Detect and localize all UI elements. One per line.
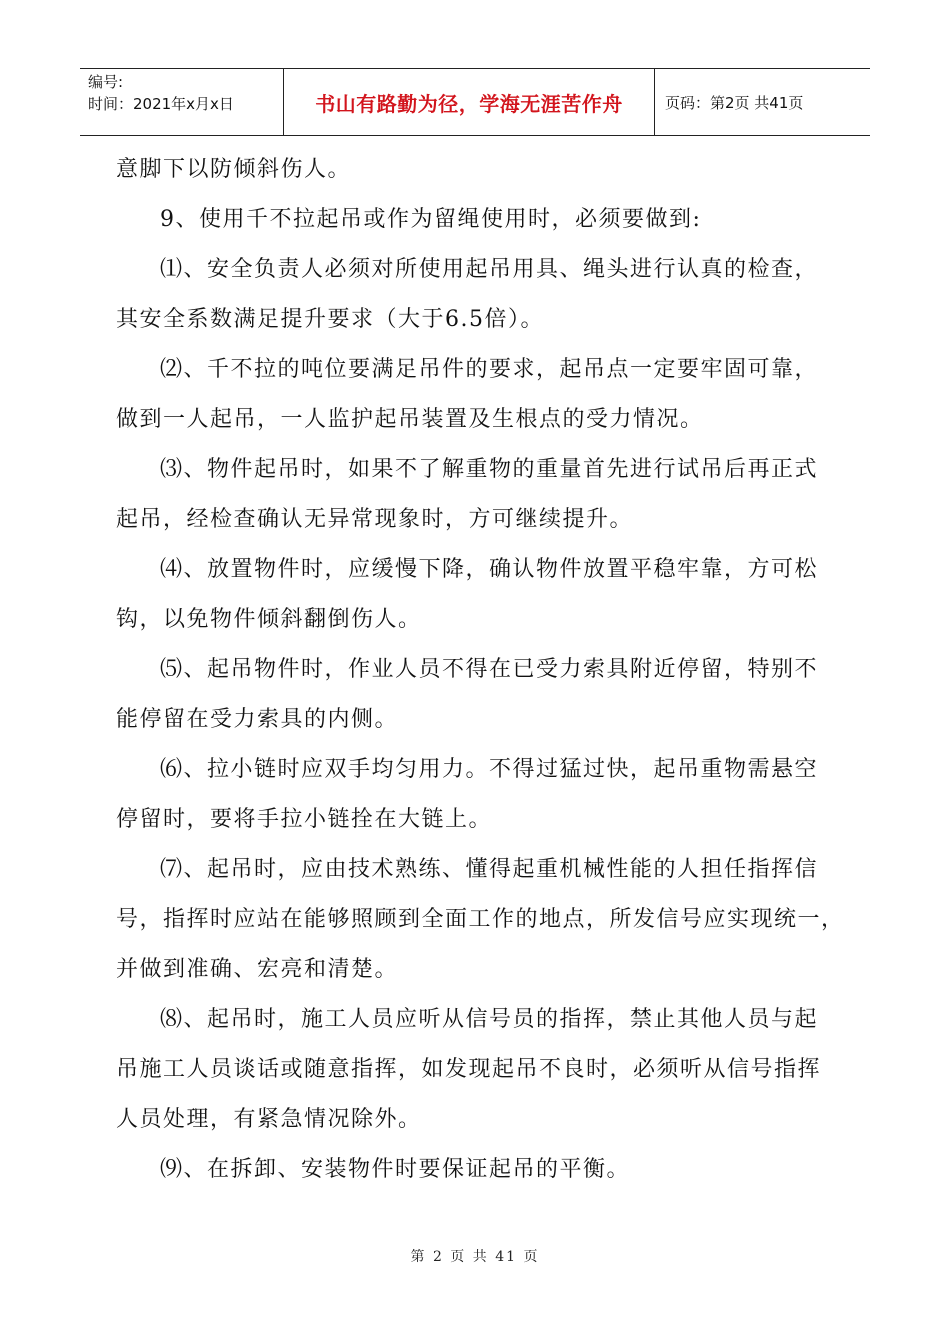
body-text-line: ⑶、物件起吊时，如果不了解重物的重量首先进行试吊后再正式 [160, 457, 819, 482]
body-text-line: ⑴、安全负责人必须对所使用起吊用具、绳头进行认真的检查， [160, 257, 819, 282]
header-motto: 书山有路勤为径，学海无涯苦作舟 [283, 69, 655, 135]
body-text-line: ⑷、放置物件时，应缓慢下降，确认物件放置平稳牢靠，方可松 [160, 557, 819, 582]
document-number-label: 编号: [88, 73, 124, 91]
header-page-info: 页码：第2页 共41页 [665, 93, 804, 112]
body-text-line: ⑵、千不拉的吨位要满足吊件的要求，起吊点一定要牢固可靠， [160, 357, 819, 382]
body-text-line: ⑼、在拆卸、安装物件时要保证起吊的平衡。 [160, 1157, 631, 1182]
page-header [80, 68, 870, 136]
body-text-line: ⑹、拉小链时应双手均匀用力。不得过猛过快，起吊重物需悬空 [160, 757, 819, 782]
body-text-line: 能停留在受力索具的内侧。 [116, 707, 399, 732]
body-text-line: 人员处理，有紧急情况除外。 [116, 1107, 422, 1132]
page-footer: 第 2 页 共 41 页 [410, 1249, 540, 1265]
body-text-line: ⑻、起吊时，施工人员应听从信号员的指挥，禁止其他人员与起 [160, 1007, 819, 1032]
body-text-line: 钩，以免物件倾斜翻倒伤人。 [116, 607, 422, 632]
body-text-line: 吊施工人员谈话或随意指挥，如发现起吊不良时，必须听从信号指挥 [116, 1057, 822, 1082]
header-meta [80, 69, 283, 135]
document-body [116, 152, 845, 1202]
body-text-line: 号，指挥时应站在能够照顾到全面工作的地点，所发信号应实现统一， [116, 907, 845, 932]
body-text-line: ⑸、起吊物件时，作业人员不得在已受力索具附近停留，特别不 [160, 657, 819, 682]
body-text-line: 意脚下以防倾斜伤人。 [116, 157, 352, 182]
body-text-line: 做到一人起吊，一人监护起吊装置及生根点的受力情况。 [116, 407, 704, 432]
body-text-line: 停留时，要将手拉小链拴在大链上。 [116, 807, 493, 832]
body-text-line: 9、使用千不拉起吊或作为留绳使用时，必须要做到: [160, 207, 702, 232]
body-text-line: 其安全系数满足提升要求（大于6.5倍）。 [116, 307, 544, 332]
document-date-label: 时间：2021年x月x日 [88, 95, 234, 113]
body-text-line: 起吊，经检查确认无异常现象时，方可继续提升。 [116, 507, 634, 532]
body-text-line: ⑺、起吊时，应由技术熟练、懂得起重机械性能的人担任指挥信 [160, 857, 819, 882]
body-text-line: 并做到准确、宏亮和清楚。 [116, 957, 399, 982]
